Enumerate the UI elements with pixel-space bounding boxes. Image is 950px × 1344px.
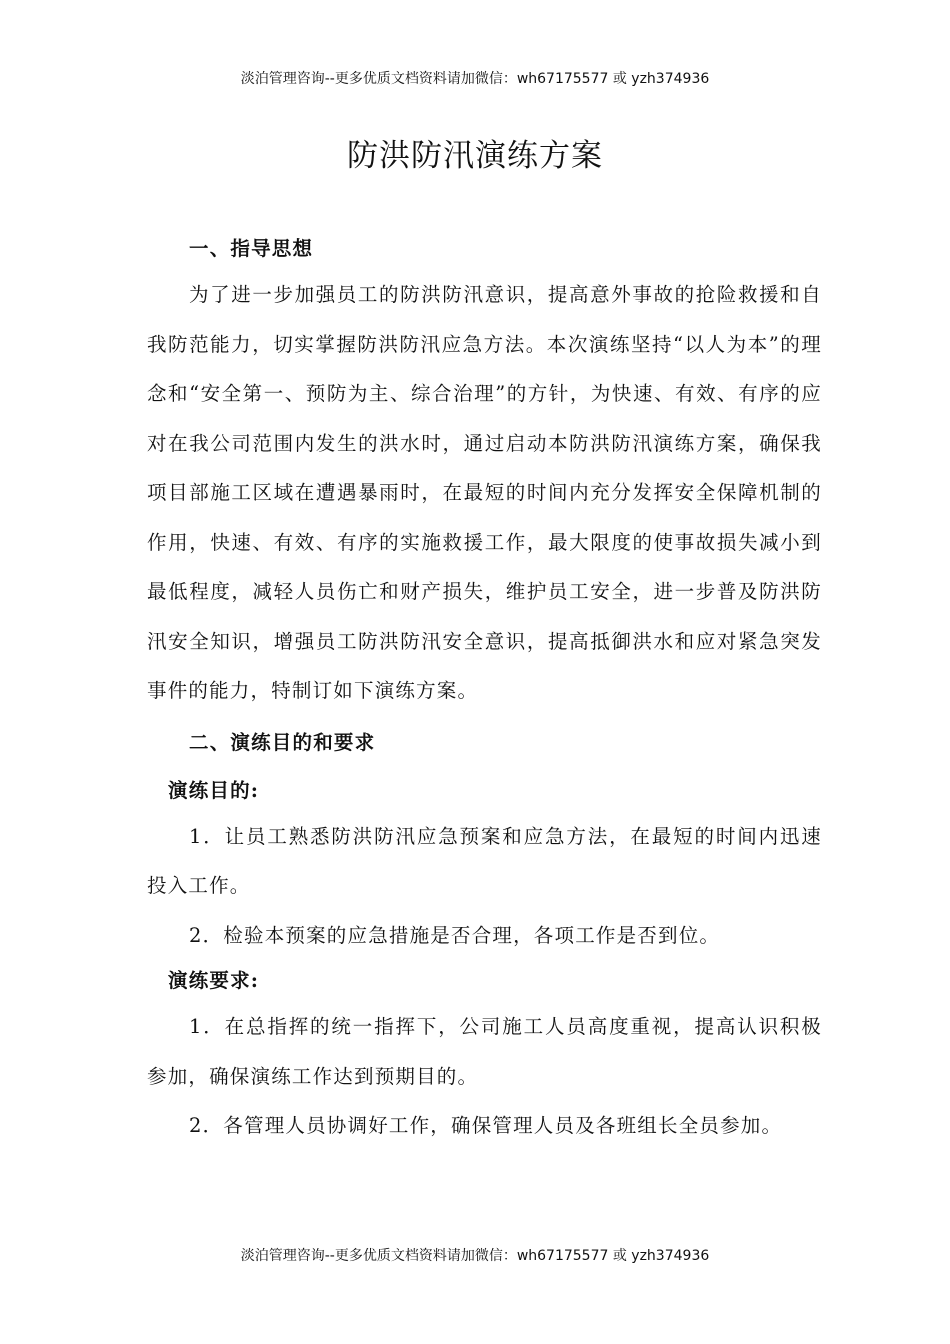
section-heading-guiding-ideology: 一、指导思想 — [189, 237, 314, 260]
page-footer: 淡泊管理咨询--更多优质文档资料请加微信：wh67175577 或 yzh374936 — [240, 1248, 710, 1264]
section-heading-purpose-requirements: 二、演练目的和要求 — [189, 730, 376, 754]
purpose-label: 演练目的: — [168, 778, 260, 802]
requirement-item: 1．在总指挥的统一指挥下，公司施工人员高度重视，提高认识积极参加，确保演练工作达到预期目的。 — [147, 1015, 822, 1088]
document-body — [147, 228, 822, 1151]
guiding-ideology-paragraph: 为了进一步加强员工的防洪防汛意识，提高意外事故的抢险救援和自我防范能力，切实掌握防洪防汛应急方法。本次演练坚持“以人为本”的理念和“安全第一、预防为主、综合治理”的方针，为快速、有效、有序的应对在我公司范围内发生的洪水时，通过启动本防洪防汛演练方案，确保我项目部施工区域在遭遇暴雨时，在最短的时间内充分发挥安全保障机制的作用，快速、有效、有序的实施救援工作，最大限度的使事故损失减小到最低程度，减轻人员伤亡和财产损失，维护员工安全，进一步普及防洪防汛安全知识，增强员工防洪防汛安全意识，提高抵御洪水和应对紧急突发事件的能力，特制订如下演练方案。 — [147, 283, 822, 702]
requirement-item: 2．各管理人员协调好工作，确保管理人员及各班组长全员参加。 — [189, 1114, 783, 1137]
document-title: 防洪防汛演练方案 — [347, 138, 603, 174]
purpose-item: 2．检验本预案的应急措施是否合理，各项工作是否到位。 — [189, 923, 721, 947]
requirements-label: 演练要求: — [168, 969, 260, 992]
page-header: 淡泊管理咨询--更多优质文档资料请加微信：wh67175577 或 yzh374936 — [240, 71, 710, 87]
purpose-item: 1．让员工熟悉防洪防汛应急预案和应急方法，在最短的时间内迅速投入工作。 — [147, 824, 822, 897]
